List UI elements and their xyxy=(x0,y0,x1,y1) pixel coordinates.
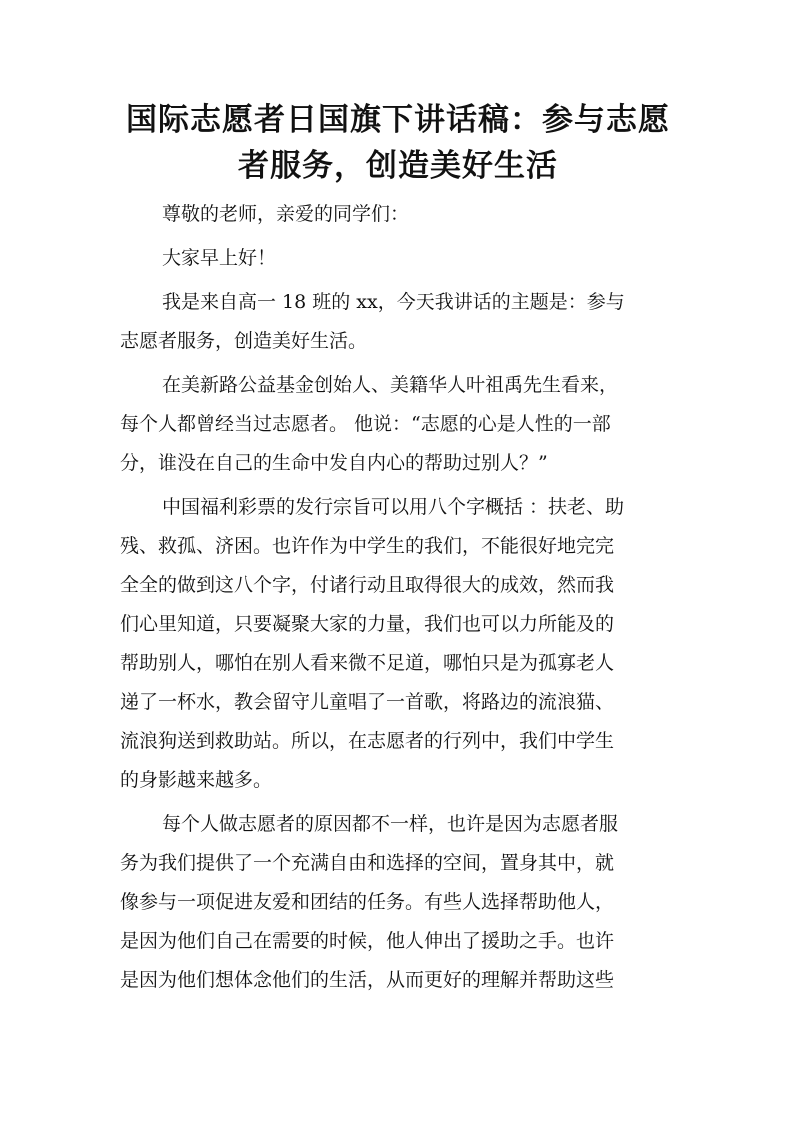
document-title xyxy=(108,97,688,189)
paragraph-line: 尊敬的老师，亲爱的同学们： xyxy=(162,203,410,225)
paragraph-line: 的身影越来越多。 xyxy=(120,769,273,791)
paragraph-line: 们心里知道，只要凝聚大家的力量，我们也可以力所能及的 xyxy=(120,613,615,635)
paragraph-line: 志愿者服务，创造美好生活。 xyxy=(120,330,368,352)
paragraph-line: 在美新路公益基金创始人、美籍华人叶祖禹先生看来， xyxy=(162,374,619,396)
document-body xyxy=(120,195,675,1005)
title-line: 国际志愿者日国旗下讲话稿：参与志愿 xyxy=(126,102,670,138)
paragraph-line: 大家早上好！ xyxy=(162,247,277,269)
title-line: 者服务，创造美好生活 xyxy=(238,148,558,184)
paragraph-line: 务为我们提供了一个充满自由和选择的空间，置身其中，就 xyxy=(120,852,615,874)
paragraph xyxy=(120,283,675,361)
paragraph xyxy=(120,805,675,1000)
paragraph-line: 每个人都曾经当过志愿者。 他说：“志愿的心是人性的一部 xyxy=(120,413,611,435)
paragraph-line: 分，谁没在自己的生命中发自内心的帮助过别人？” xyxy=(120,452,548,474)
paragraph xyxy=(120,488,675,800)
paragraph-line: 每个人做志愿者的原因都不一样，也许是因为志愿者服 xyxy=(162,813,619,835)
paragraph-line: 帮助别人，哪怕在别人看来微不足道，哪怕只是为孤寡老人 xyxy=(120,652,615,674)
paragraph-line: 我是来自高一 18 班的 xx，今天我讲话的主题是：参与 xyxy=(162,291,625,313)
paragraph-line: 残、救孤、济困。也许作为中学生的我们，不能很好地完完 xyxy=(120,535,615,557)
paragraph xyxy=(120,366,675,483)
paragraph-line: 中国福利彩票的发行宗旨可以用八个字概括 ：扶老、助 xyxy=(162,496,625,518)
paragraph xyxy=(120,239,675,278)
paragraph-line: 全全的做到这八个字，付诸行动且取得很大的成效，然而我 xyxy=(120,574,615,596)
paragraph-line: 是因为他们自己在需要的时候，他人伸出了援助之手。也许 xyxy=(120,930,615,952)
paragraph xyxy=(120,195,675,234)
paragraph-line: 递了一杯水，教会留守儿童唱了一首歌，将路边的流浪猫、 xyxy=(120,691,615,713)
paragraph-line: 是因为他们想体念他们的生活，从而更好的理解并帮助这些 xyxy=(120,969,615,991)
paragraph-line: 流浪狗送到救助站。所以，在志愿者的行列中，我们中学生 xyxy=(120,730,615,752)
paragraph-line: 像参与一项促进友爱和团结的任务。有些人选择帮助他人， xyxy=(120,891,615,913)
